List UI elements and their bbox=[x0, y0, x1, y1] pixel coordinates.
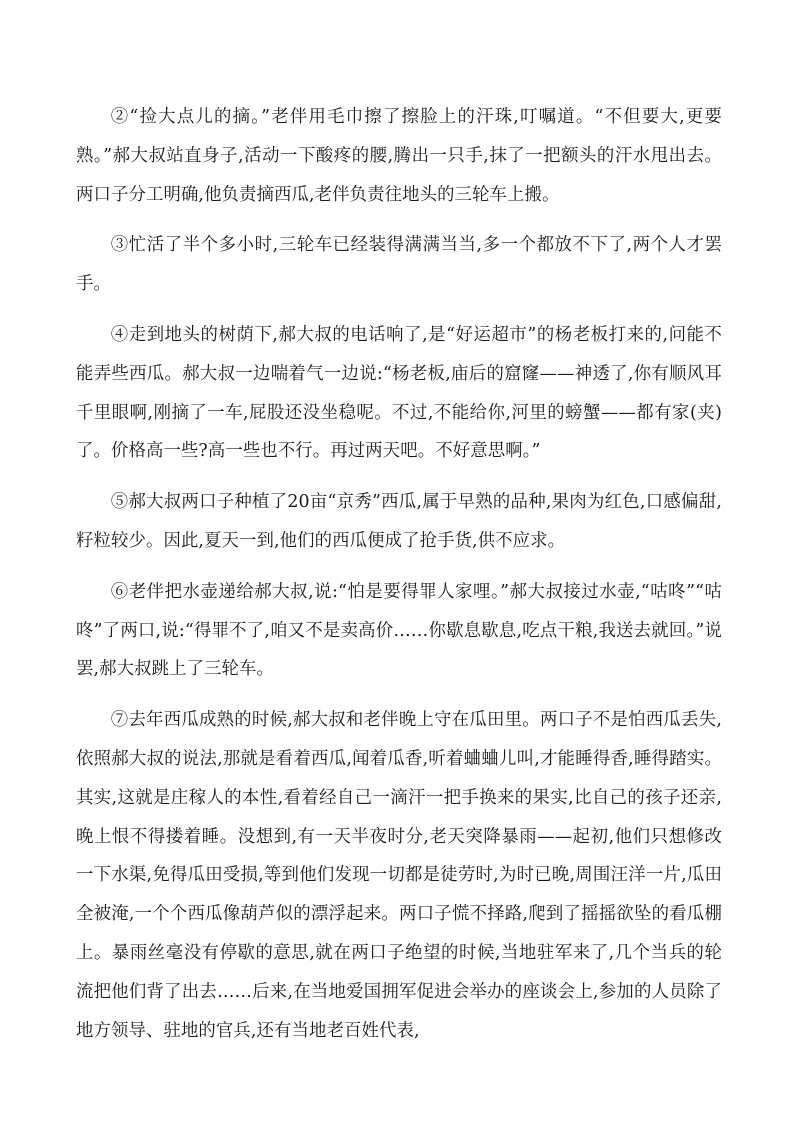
paragraph-7: ⑦去年西瓜成熟的时候,郝大叔和老伴晚上守在瓜田里。两口子不是怕西瓜丢失,依照郝大叔的说法,那就是看着西瓜,闻着瓜香,听着蛐蛐儿叫,才能睡得香,睡得踏实。其实,这就是庄稼人的本性,看着经自己一滴汗一把手换来的果实,比自己的孩子还亲,晚上恨不得搂着睡。没想到,有一天半夜时分,老天突降暴雨——起初,他们只想修改一下水渠,免得瓜田受损,等到他们发现一切都是徒劳时,为时已晚,周围汪洋一片,瓜田全被淹,一个个西瓜像葫芦似的漂浮起来。两口子慌不择路,爬到了摇摇欲坠的看瓜棚上。暴雨丝毫没有停歇的意思,就在两口子绝望的时候,当地驻军来了,几个当兵的轮流把他们背了出去……后来,在当地爱国拥军促进会举办的座谈会上,参加的人员除了地方领导、驻地的官兵,还有当地老百姓代表, bbox=[76, 710, 722, 1041]
paragraph-4: ④走到地头的树荫下,郝大叔的电话响了,是“好运超市”的杨老板打来的,问能不能弄些西瓜。郝大叔一边喘着气一边说:“杨老板,庙后的窟窿——神透了,你有顺风耳千里眼啊,刚摘了一车,屁股还没坐稳呢。不过,不能给你,河里的螃蟹——都有家(夹)了。价格高一些?高一些也不行。再过两天吧。不好意思啊。” bbox=[76, 324, 722, 462]
paragraph-2: ②“捡大点儿的摘。”老伴用毛巾擦了擦脸上的汗珠,叮嘱道。“不但要大,更要熟。”郝大叔站直身子,活动一下酸疼的腰,腾出一只手,抹了一把额头的汗水甩出去。两口子分工明确,他负责摘西瓜,老伴负责往地头的三轮车上搬。 bbox=[76, 107, 722, 205]
paragraph-3: ③忙活了半个多小时,三轮车已经装得满满当当,多一个都放不下了,两个人才罢手。 bbox=[76, 235, 722, 295]
paragraph-6: ⑥老伴把水壶递给郝大叔,说:“怕是要得罪人家哩。”郝大叔接过水壶,“咕咚”“咕咚”了两口,说:“得罪不了,咱又不是卖高价……你歇息歇息,吃点干粮,我送去就回。”说罢,郝大叔跳上了三轮车。 bbox=[76, 581, 722, 680]
paragraph-5: ⑤郝大叔两口子种植了20亩“京秀”西瓜,属于早熟的品种,果肉为红色,口感偏甜,籽粒较少。因此,夏天一到,他们的西瓜便成了抢手货,供不应求。 bbox=[76, 492, 722, 551]
